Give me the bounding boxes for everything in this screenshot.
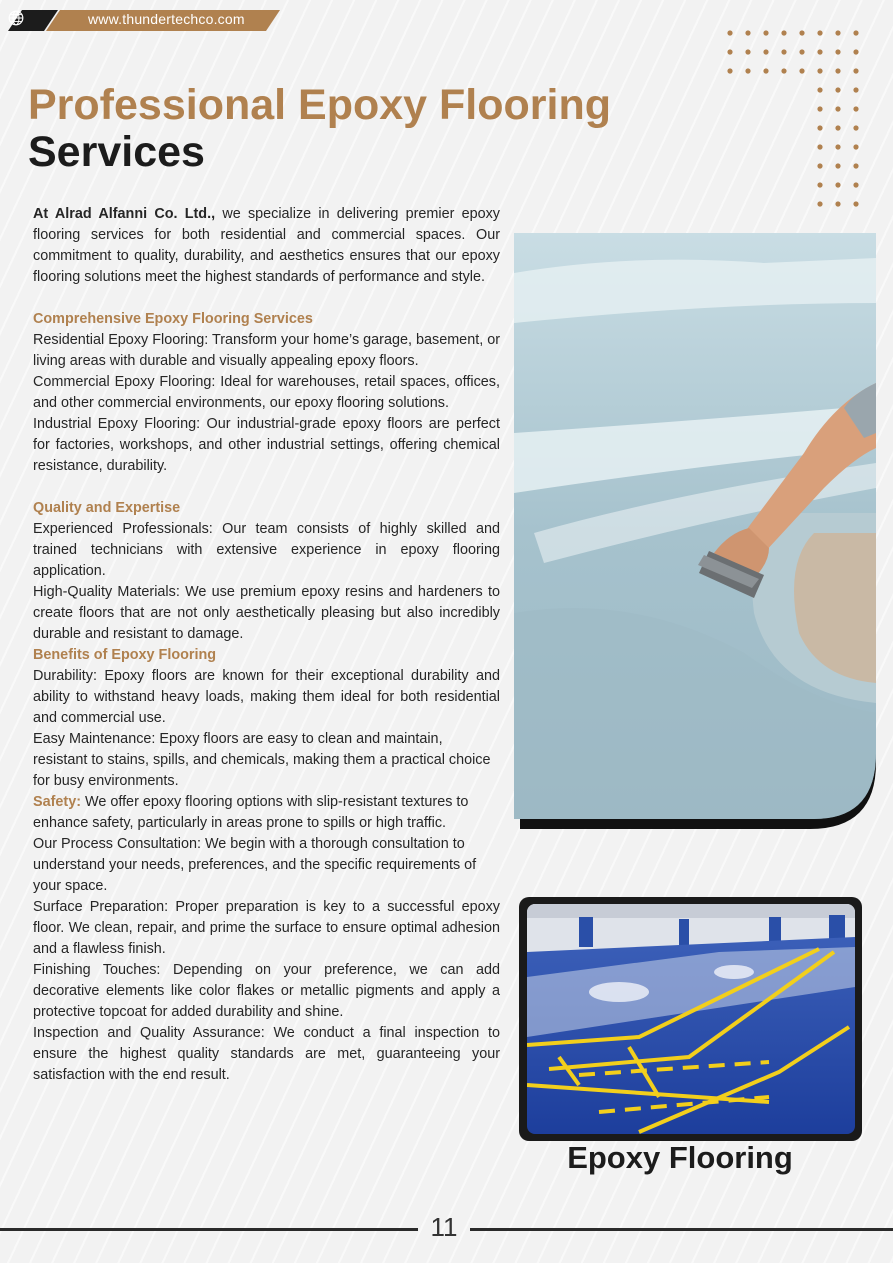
dot	[835, 144, 840, 149]
footer-divider-left	[0, 1228, 418, 1231]
dot	[817, 182, 822, 187]
dot	[817, 144, 822, 149]
footer-divider-right	[470, 1228, 893, 1231]
dot	[835, 125, 840, 130]
dot	[817, 87, 822, 92]
dot	[817, 163, 822, 168]
dot	[853, 201, 858, 206]
paragraph-professionals: Experienced Professionals: Our team consists of highly skilled and trained technicians with extensive experience in epoxy flooring application.	[33, 521, 500, 579]
body-text	[33, 204, 500, 1086]
dot	[781, 68, 786, 73]
section-heading-benefits: Benefits of Epoxy Flooring	[33, 647, 217, 663]
globe-icon	[8, 10, 24, 26]
dot	[853, 144, 858, 149]
paragraph-industrial: Industrial Epoxy Flooring: Our industrial-grade epoxy floors are perfect for factories, workshops, and other industrial settings, offering chemical resistance, durability.	[33, 416, 500, 474]
dot	[799, 68, 804, 73]
dot	[853, 163, 858, 168]
dot	[817, 30, 822, 35]
page-number: 11	[430, 1212, 458, 1242]
section-heading-quality: Quality and Expertise	[33, 500, 181, 516]
intro-text: we specialize in delivering premier epoxy flooring services for both residential and commercial spaces. Our commitment to quality, durability, and aesthetics ensures that our epoxy flooring solutions meet the highest standards of performance and style.	[33, 206, 500, 285]
epoxy-application-photo	[514, 233, 876, 829]
dot	[817, 68, 822, 73]
dot	[835, 201, 840, 206]
dot	[745, 30, 750, 35]
paragraph-maintenance: Easy Maintenance: Epoxy floors are easy to clean and maintain, resistant to stains, spills, and chemicals, making them a practical choice for busy environments.	[33, 731, 491, 789]
section-heading-comprehensive: Comprehensive Epoxy Flooring Services	[33, 311, 313, 327]
dot	[835, 49, 840, 54]
dot	[799, 49, 804, 54]
dot	[745, 49, 750, 54]
dot	[853, 49, 858, 54]
dot	[763, 30, 768, 35]
safety-text: We offer epoxy flooring options with slip-resistant textures to enhance safety, particularly in areas prone to spills or high traffic.	[33, 794, 469, 831]
dot	[727, 49, 732, 54]
dot	[853, 106, 858, 111]
dot	[781, 49, 786, 54]
dot	[727, 68, 732, 73]
dot	[817, 125, 822, 130]
title-line-2: Services	[28, 128, 205, 177]
paragraph-commercial: Commercial Epoxy Flooring: Ideal for warehouses, retail spaces, offices, and other commercial environments, our epoxy flooring solutions.	[33, 374, 500, 411]
blue-epoxy-floor-photo	[519, 897, 862, 1141]
website-link[interactable]: www.thundertechco.com	[88, 11, 245, 27]
dot	[853, 68, 858, 73]
dot	[835, 30, 840, 35]
dot	[781, 30, 786, 35]
page-title	[28, 82, 611, 177]
dot	[853, 182, 858, 187]
image-caption: Epoxy Flooring	[567, 1140, 793, 1175]
dot	[835, 68, 840, 73]
dot	[853, 87, 858, 92]
title-line-1: Professional Epoxy Flooring	[28, 81, 611, 129]
dot	[817, 106, 822, 111]
paragraph-safety	[33, 792, 500, 834]
paragraph-surface-preparation: Surface Preparation: Proper preparation is key to a successful epoxy floor. We clean, repair, and prime the surface to ensure optimal adhesion and a flawless finish.	[33, 899, 500, 957]
paragraph-materials: High-Quality Materials: We use premium epoxy resins and hardeners to create floors that are not only aesthetically pleasing but also incredibly durable and resistant to damage.	[33, 584, 500, 642]
company-name: At Alrad Alfanni Co. Ltd.,	[33, 206, 216, 222]
dot	[817, 49, 822, 54]
paragraph-residential: Residential Epoxy Flooring: Transform your home’s garage, basement, or living areas with durable and visually appealing epoxy floors.	[33, 332, 500, 369]
dot	[763, 49, 768, 54]
dot	[727, 30, 732, 35]
paragraph-durability: Durability: Epoxy floors are known for their exceptional durability and ability to withstand heavy loads, making them ideal for both residential and commercial use.	[33, 668, 500, 726]
intro-paragraph	[33, 204, 500, 288]
paragraph-consultation: Our Process Consultation: We begin with a thorough consultation to understand your needs, preferences, and the specific requirements of your space.	[33, 836, 477, 894]
decorative-dot-pattern	[725, 28, 865, 218]
safety-label: Safety:	[33, 794, 81, 810]
dot	[835, 182, 840, 187]
dot	[835, 163, 840, 168]
top-banner	[8, 10, 280, 31]
dot	[835, 87, 840, 92]
dot	[763, 68, 768, 73]
dot	[745, 68, 750, 73]
dot	[817, 201, 822, 206]
paragraph-finishing: Finishing Touches: Depending on your preference, we can add decorative elements like color flakes or metallic pigments and apply a protective topcoat for added durability and shine.	[33, 962, 500, 1020]
dot	[835, 106, 840, 111]
dot	[799, 30, 804, 35]
paragraph-inspection: Inspection and Quality Assurance: We conduct a final inspection to ensure the highest quality standards are met, guaranteeing your satisfaction with the end result.	[33, 1025, 500, 1083]
dot	[853, 30, 858, 35]
dot	[853, 125, 858, 130]
